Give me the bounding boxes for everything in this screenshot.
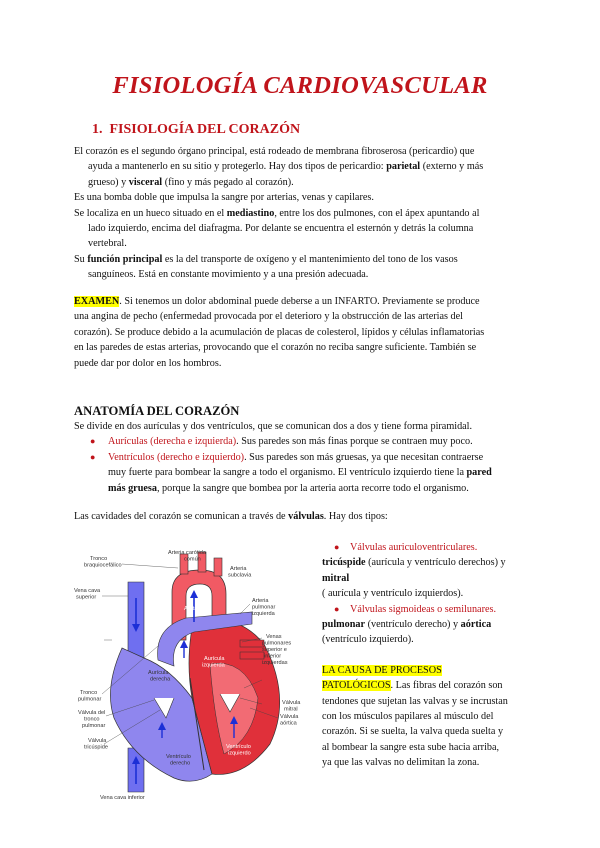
anatomy-paragraph: Se divide en dos aurículas y dos ventrículos, que se comunican dos a dos y tiene forma piramidal. ● Aurículas (derecha e izquierda). Sus paredes son más finas porque se contraen muy poco. ● Ventrículos (derecho e izquierdo). Sus paredes son más gruesas, ya que necesitan contraerse muy fuerte para bombear la sangre a todo el organismo. El ventrículo izquierdo tiene la pared más gruesa, porque la sangre que bombea por la arteria aorta recorre todo el organismo. Las cavidades del corazón se comunican a través de válvulas. Hay dos tipos: [74,419,526,524]
label-ventriculo-izquierdo: Ventrículo izquierdo [226,744,251,757]
label-auricula-derecha: Aurícula derecha [148,670,171,683]
cause-highlight: LA CAUSA DE PROCESOS [322,664,442,676]
label-tronco-pulmonar: Tronco pulmonar [78,690,102,703]
label-carotida: Arteria carótida común [168,550,206,563]
page-title: FISIOLOGÍA CARDIOVASCULAR [112,72,488,99]
label-valvula-mitral: Válvula mitral [282,700,301,713]
chambers-list [74,434,526,496]
label-valvula-tricuspide: Válvula tricúspide [84,738,108,751]
exam-highlight: EXAMEN [74,296,120,307]
section-heading [92,122,300,138]
heart-diagram [74,548,310,800]
label-valvula-pulmonar: Válvula del tronco pulmonar [78,710,106,729]
label-arteria-pulmonar-izquierda: Arteria pulmonar izquierda [252,598,276,617]
label-venas-pulmonares: Venas pulmonares superior e inferior izquierdas [262,634,292,666]
list-item: ● Ventrículos (derecho e izquierdo). Sus paredes son más gruesas, ya que necesitan contraerse muy fuerte para bombear la sangre a todo el organismo. El ventrículo izquierdo tiene la pared más gruesa, porque la sangre que bombea por la arteria aorta recorre todo el organismo. [90,451,492,494]
list-item: ● Aurículas (derecha e izquierda). Sus paredes son más finas porque se contraen muy poco. [90,436,473,448]
cause-paragraph: LA CAUSA DE PROCESOS PATOLÓGICOS. Las fibras del corazón son tendones que sujetan las valvas y se incrustan con los músculos papilares al músculo del corazón. Si se suelta, la valva queda suelta y al bombear la sangre esta sube hacia arriba, ya que las valvas no delimitan la zona. [322,664,508,769]
label-auricula-izquierda: Aurícula izquierda [202,656,225,669]
valves-column: ● Válvulas auriculoventriculares. tricúspide (aurícula y ventrículo derechos) y mitral ( aurícula y ventrículo izquierdos). ● Válvulas sigmoideas o semilunares. pulmonar (ventrículo derecho) y aórtica (ventrículo izquierdo). LA CAUSA DE PROCESOS PATOLÓGICOS. Las fibras del corazón son tendones que sujetan las valvas y se incrustan con los músculos papilares al músculo del corazón. Si se suelta, la valva queda suelta y al bombear la sangre esta sube hacia arriba, ya que las valvas no delimitan la zona. [322,540,527,771]
intro-paragraph: El corazón es el segundo órgano principal, está rodeado de membrana fibroserosa (pericardio) que ayuda a mantenerlo en su sitio y protegerlo. Hay dos tipos de pericardio: parietal (externo y más grueso) y visceral (fino y más pegado al corazón). Es una bomba doble que impulsa la sangre por arterias, venas y capilares. Se localiza en un hueco situado en el mediastino, entre los dos pulmones, con el ápex apuntando al lado izquierdo, encima del diafragma. Por delante se encuentra el esternón y detrás la columna vertebral. Su función principal es la del transporte de oxígeno y el mantenimiento del tono de los vasos sanguíneos. Está en constante movimiento y a una presión adecuada. [74,146,484,281]
label-aorta: Aorta [184,606,198,612]
label-subclavia: Arteria subclavia [228,566,252,579]
anatomy-heading: ANATOMÍA DEL CORAZÓN [74,404,240,418]
section-title: FISIOLOGÍA DEL CORAZÓN [109,122,301,137]
list-item: ● Válvulas auriculoventriculares. [334,542,478,553]
list-item: ● Válvulas sigmoideas o semilunares. [334,603,496,615]
label-tronco-braquiocefalico: Tronco braquiocefálico [84,556,122,569]
section-number: 1. [92,122,103,137]
exam-paragraph: EXAMEN. Si tenemos un dolor abdominal puede deberse a un INFARTO. Previamente se produce una angina de pecho (enfermedad provocada por el deterioro y la obstrucción de las arterias del corazón). Se produce debido a la acumulación de placas de colesterol, lípidos y células inflamatorias en las paredes de estas arterias, provocando que el corazón no reciba sangre suficiente. También se puede dar por dolor en los hombros. [74,296,485,369]
label-vena-cava-inferior: Vena cava inferior [100,795,145,800]
label-vena-cava-superior: Vena cava superior [74,588,101,601]
label-ventriculo-derecho: Ventrículo derecho [166,754,191,767]
label-valvula-aortica: Válvula aórtica [280,714,299,727]
